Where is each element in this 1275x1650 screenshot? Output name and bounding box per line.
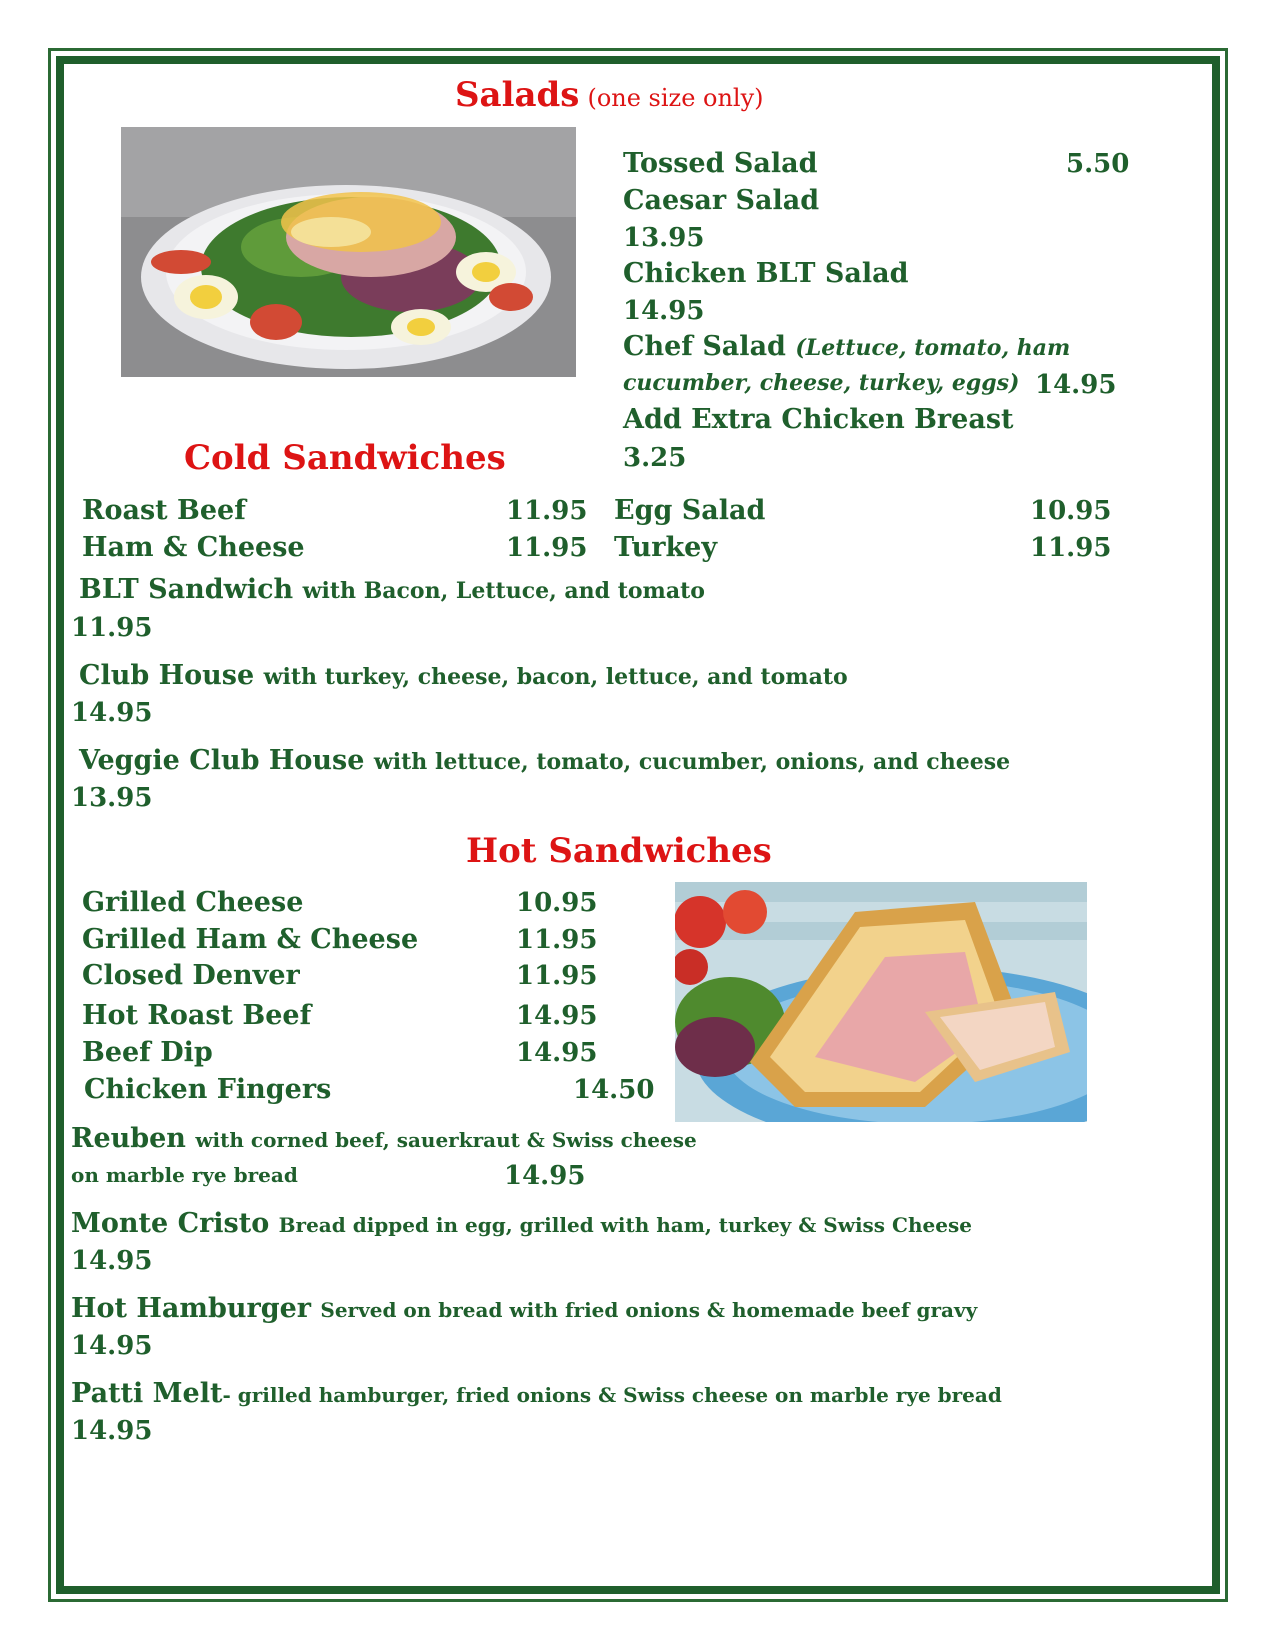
cold-special-description: with turkey, cheese, bacon, lettuce, and tomato — [263, 664, 848, 690]
hot-special — [71, 1380, 1002, 1407]
hot-item-price: 14.95 — [516, 1038, 598, 1068]
cold-item-price: 11.95 — [506, 496, 588, 526]
salad-item-price: 14.95 — [623, 296, 705, 326]
hot-special-description: on marble rye bread — [71, 1163, 298, 1187]
cold-special — [79, 747, 1010, 774]
cold-special-description: with Bacon, Lettuce, and tomato — [302, 578, 705, 604]
cold-special-price: 13.95 — [71, 783, 153, 813]
hot-special-price: 14.95 — [71, 1416, 153, 1446]
cold-special-name: Club House — [79, 660, 255, 691]
hot-special-description: Served on bread with fried onions & homemade beef gravy — [320, 1298, 978, 1322]
cold-special — [79, 576, 705, 603]
cold-sandwiches-heading: Cold Sandwiches — [184, 438, 506, 478]
hot-item-name: Grilled Cheese — [82, 887, 304, 918]
hot-sandwich-photo — [675, 882, 1087, 1122]
hot-special-name: Monte Cristo — [71, 1208, 270, 1239]
salad-item-name: Tossed Salad — [623, 148, 818, 179]
cold-item-name: Ham & Cheese — [82, 532, 305, 563]
hot-item-price: 14.95 — [516, 1001, 598, 1031]
cold-special — [79, 662, 848, 689]
hot-special — [71, 1210, 972, 1237]
salads-heading-text: Salads — [455, 75, 580, 115]
hot-special-description: with corned beef, sauerkraut & Swiss cheese — [195, 1128, 697, 1152]
cold-item-name: Egg Salad — [614, 495, 766, 526]
cold-special-name: BLT Sandwich — [79, 574, 294, 605]
salad-item-name: Chicken BLT Salad — [623, 258, 909, 289]
hot-special-name: Hot Hamburger — [71, 1293, 311, 1324]
hot-item-name: Closed Denver — [82, 960, 300, 991]
hot-item-name: Grilled Ham & Cheese — [82, 924, 419, 955]
cold-special-description: with lettuce, tomato, cucumber, onions, and cheese — [373, 749, 1011, 775]
hot-special-price: 14.95 — [71, 1246, 153, 1276]
hot-special-description: - grilled hamburger, fried onions & Swiss cheese on marble rye bread — [222, 1383, 1002, 1407]
hot-special — [71, 1295, 977, 1322]
cold-item-price: 11.95 — [506, 533, 588, 563]
hot-special-name: Patti Melt — [71, 1378, 223, 1409]
salads-heading — [455, 75, 764, 115]
hot-special-description: Bread dipped in egg, grilled with ham, turkey & Swiss Cheese — [278, 1213, 972, 1237]
cold-item-name: Turkey — [614, 532, 718, 563]
hot-item-price: 14.50 — [573, 1075, 655, 1105]
salad-item-name: Caesar Salad — [623, 185, 820, 216]
cold-special-price: 11.95 — [71, 613, 153, 643]
salad-item-chef — [623, 333, 1070, 360]
salad-item-name: Add Extra Chicken Breast — [623, 404, 1014, 435]
hot-item-price: 10.95 — [516, 888, 598, 918]
hot-item-name: Beef Dip — [82, 1037, 213, 1068]
hot-sandwiches-heading: Hot Sandwiches — [466, 831, 772, 871]
salad-item-name: Chef Salad — [623, 331, 786, 362]
hot-special-price: 14.95 — [504, 1161, 586, 1191]
hot-special — [71, 1125, 697, 1152]
salad-item-price: 3.25 — [623, 443, 687, 473]
hot-item-name: Chicken Fingers — [84, 1074, 332, 1105]
cold-item-name: Roast Beef — [82, 495, 246, 526]
hot-special-price: 14.95 — [71, 1331, 153, 1361]
salad-photo — [121, 127, 576, 377]
hot-item-name: Hot Roast Beef — [82, 1000, 312, 1031]
cold-special-price: 14.95 — [71, 698, 153, 728]
salad-item-price: 5.50 — [1066, 149, 1130, 179]
hot-special-name: Reuben — [71, 1123, 186, 1154]
cold-item-price: 11.95 — [1030, 533, 1112, 563]
hot-item-price: 11.95 — [516, 925, 598, 955]
salad-item-price: 14.95 — [1035, 370, 1117, 400]
salad-item-description: cucumber, cheese, turkey, eggs) — [623, 370, 1020, 396]
salad-item-description: (Lettuce, tomato, ham — [795, 335, 1071, 361]
cold-item-price: 10.95 — [1030, 496, 1112, 526]
salad-item-price: 13.95 — [623, 223, 705, 253]
salads-subheading: (one size only) — [587, 84, 764, 112]
cold-special-name: Veggie Club House — [79, 745, 365, 776]
hot-item-price: 11.95 — [516, 961, 598, 991]
